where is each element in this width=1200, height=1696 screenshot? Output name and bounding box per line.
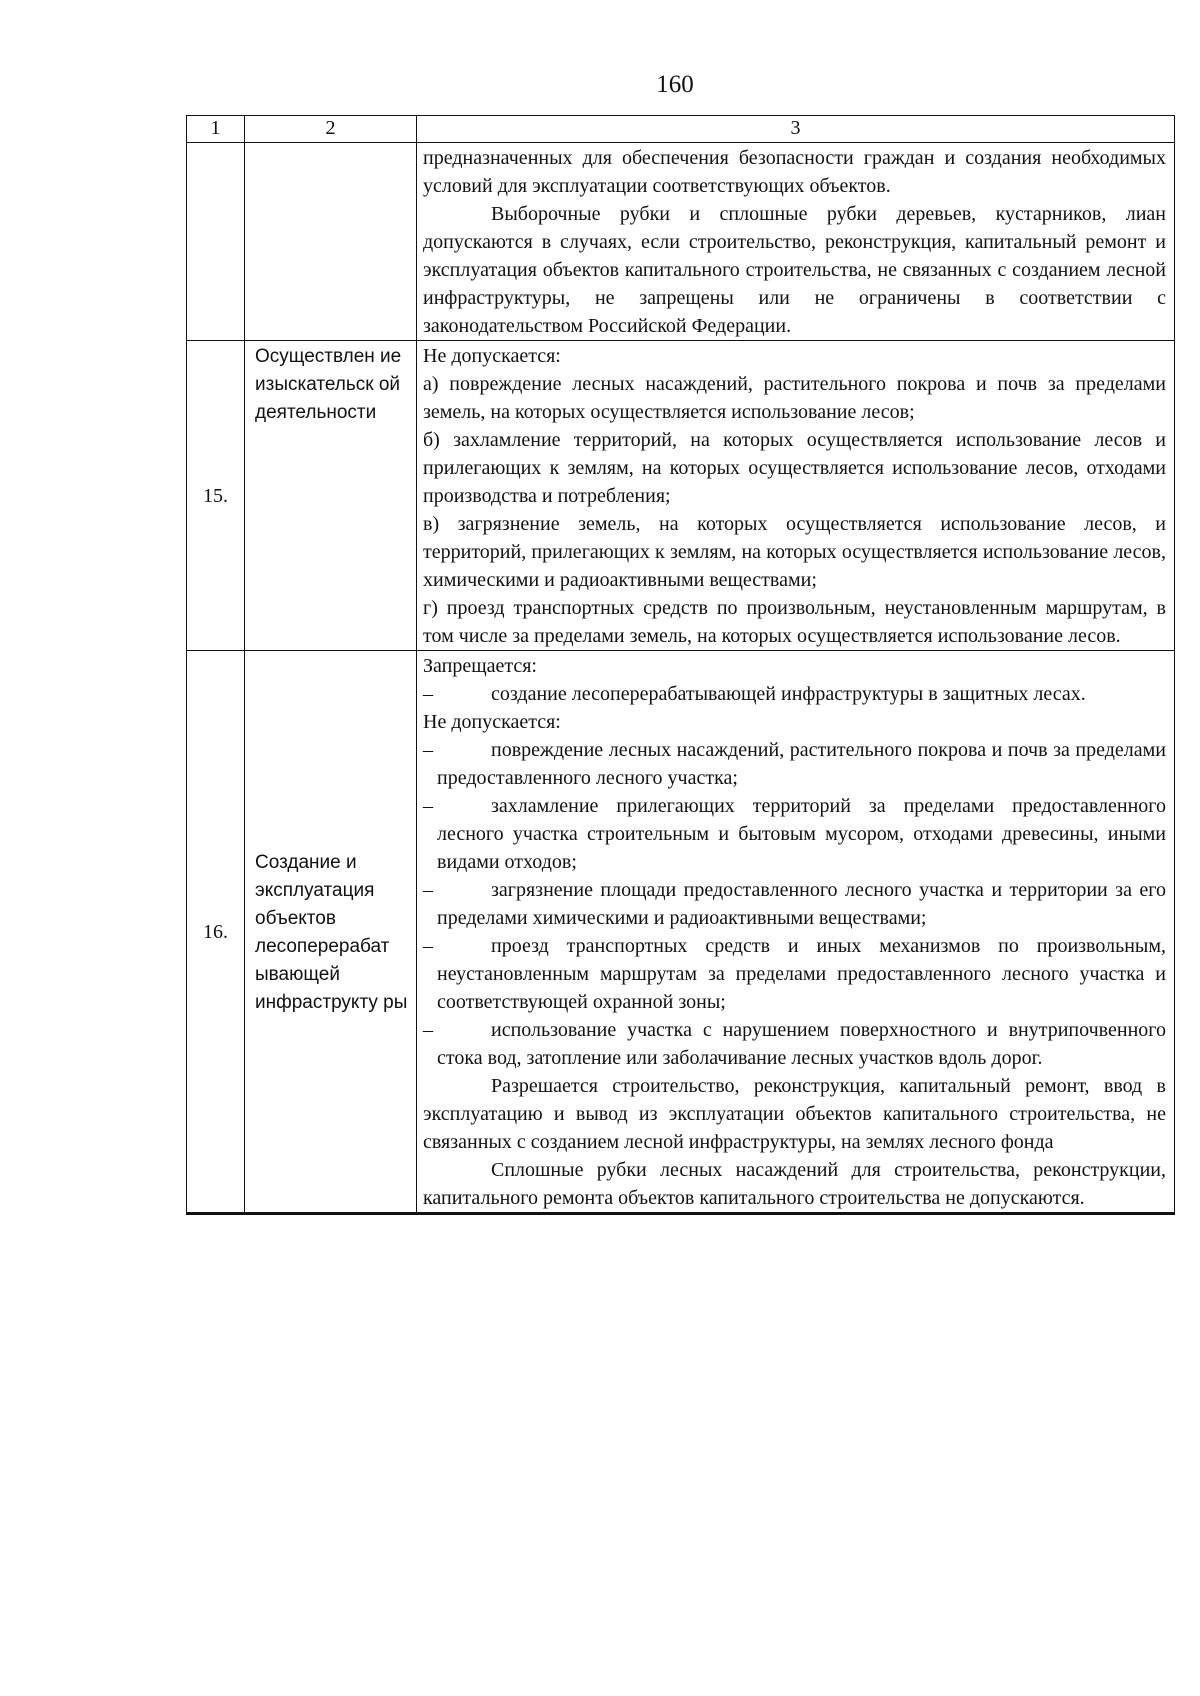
table-header-row (187, 116, 1175, 143)
list-item (423, 736, 1166, 792)
dash-bullet: – (423, 935, 433, 957)
list-item (423, 876, 1166, 932)
row-title (245, 143, 417, 341)
list-item: г) проезд транспортных средств по произвольным, неустановленным маршрутам, в том числе за пределами земель, на которых осуществляется использование лесов. (423, 597, 1166, 647)
page-number: 160 (656, 71, 694, 98)
list-item-text: повреждение лесных насаждений, растительного покрова и почв за пределами предоставленного лесного участка; (437, 739, 1166, 789)
paragraph: предназначенных для обеспечения безопасности граждан и создания необходимых условий для эксплуатации соответствующих объектов. (423, 147, 1166, 197)
row-number: 16. (187, 651, 245, 1214)
paragraph: Разрешается строительство, реконструкция, капитальный ремонт, ввод в эксплуатацию и вывод из эксплуатации объектов капитального строительства, не связанных с созданием лесной инфраструктуры, на землях лесного фонда (423, 1075, 1166, 1153)
header-col-1: 1 (187, 116, 245, 143)
list-item (423, 792, 1166, 876)
dash-bullet: – (423, 879, 433, 901)
list-item (423, 1016, 1166, 1072)
table-row-16 (187, 651, 1175, 1214)
row-content (417, 143, 1175, 341)
regulations-table (186, 115, 1175, 1215)
row-content (417, 651, 1175, 1214)
row-title: Создание и эксплуатация объектов лесоперерабат ывающей инфраструкту ры (245, 651, 417, 1214)
list-item (423, 680, 1166, 708)
list-item-text: создание лесоперерабатывающей инфраструктуры в защитных лесах. (491, 683, 1086, 705)
dash-bullet: – (423, 795, 433, 817)
list-item: а) повреждение лесных насаждений, растительного покрова и почв за пределами земель, на которых осуществляется использование лесов; (423, 373, 1166, 423)
paragraph: Сплошные рубки лесных насаждений для строительства, реконструкции, капитального ремонта объектов капитального строительства не допускаются. (423, 1159, 1166, 1209)
dash-bullet: – (423, 739, 433, 761)
list-item (423, 932, 1166, 1016)
dash-bullet: – (423, 683, 433, 705)
list-item-text: проезд транспортных средств и иных механизмов по произвольным, неустановленным маршрутам за пределами предоставленного лесного участка и соответствующей охранной зоны; (437, 935, 1166, 1013)
dash-bullet: – (423, 1019, 433, 1041)
row-content (417, 341, 1175, 651)
table-row-continuation (187, 143, 1175, 341)
header-col-2: 2 (245, 116, 417, 143)
paragraph: Выборочные рубки и сплошные рубки деревьев, кустарников, лиан допускаются в случаях, если строительство, реконструкция, капитальный ремонт и эксплуатация объектов капитального строительства, не связанных с созданием лесной инфраструктуры, не запрещены или не ограничены в соответствии с законодательством Российской Федерации. (423, 203, 1166, 337)
paragraph: Не допускается: (423, 711, 561, 733)
list-item-text: использование участка с нарушением поверхностного и внутрипочвенного стока вод, затопление или заболачивание лесных участков вдоль дорог. (437, 1019, 1166, 1069)
row-number: 15. (187, 341, 245, 651)
table-row-15 (187, 341, 1175, 651)
list-item-text: загрязнение площади предоставленного лесного участка и территории за его пределами химическими и радиоактивными веществами; (437, 879, 1166, 929)
list-item: в) загрязнение земель, на которых осуществляется использование лесов, и территорий, прилегающих к землям, на которых осуществляется использование лесов, химическими и радиоактивными веществами; (423, 513, 1166, 591)
paragraph: Запрещается: (423, 655, 537, 677)
row-number (187, 143, 245, 341)
list-item: б) захламление территорий, на которых осуществляется использование лесов и прилегающих к землям, на которых осуществляется использование лесов, отходами производства и потребления; (423, 429, 1166, 507)
paragraph: Не допускается: (423, 345, 561, 367)
list-item-text: захламление прилегающих территорий за пределами предоставленного лесного участка строительным и бытовым мусором, отходами древесины, иными видами отходов; (437, 795, 1166, 873)
header-col-3: 3 (417, 116, 1175, 143)
row-title: Осуществлен ие изыскательск ой деятельности (245, 341, 417, 651)
